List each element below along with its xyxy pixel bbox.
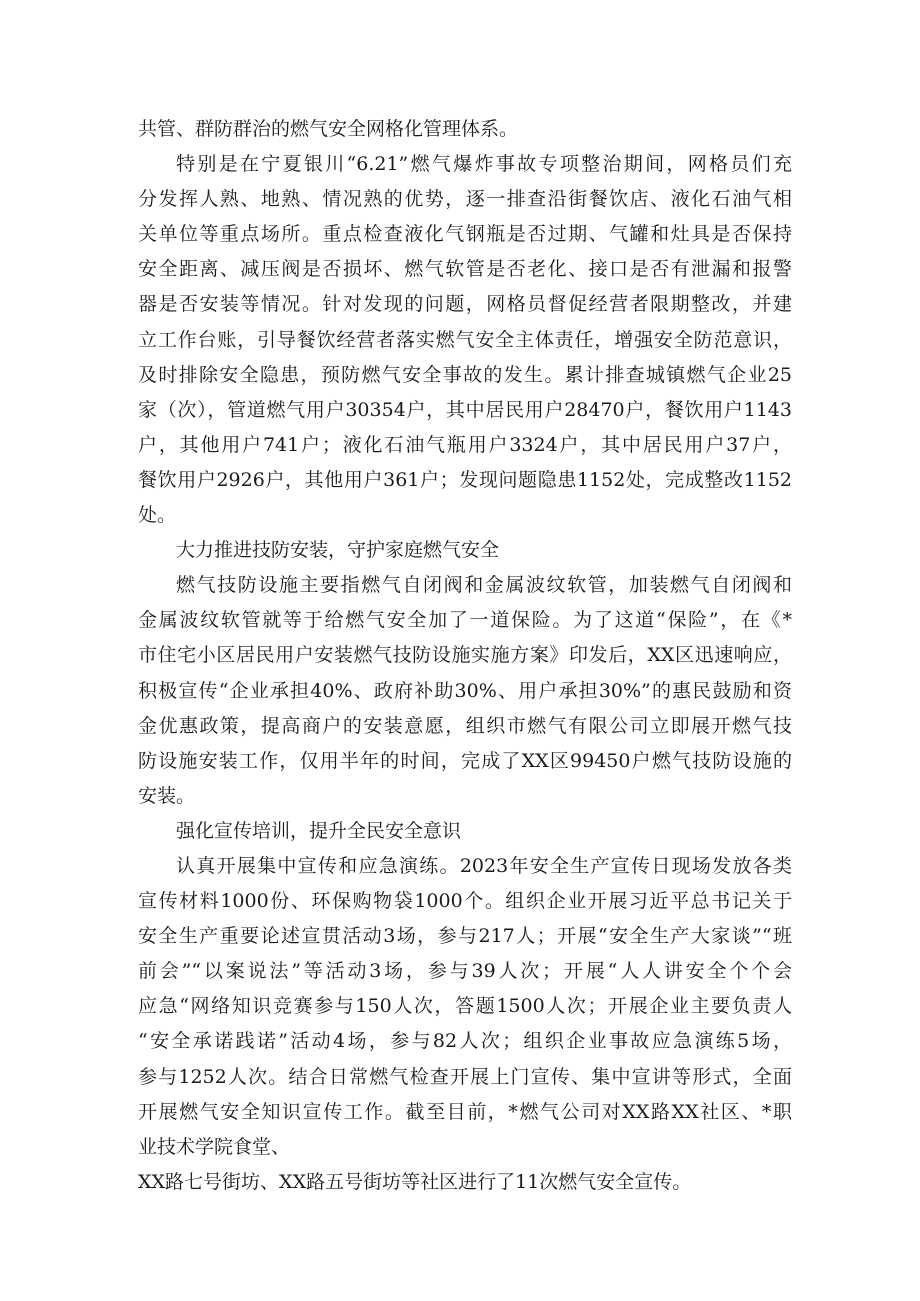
paragraph-line: 餐饮用户2926户，其他用户361户；发现问题隐患1152处，完成整改1152 [138,468,792,491]
paragraph-line: 户，其他用户741户；液化石油气瓶用户3324户，其中居民用户37户， [138,433,792,456]
paragraph-line: 业技术学院食堂、 [138,1135,291,1158]
paragraph-line: 关单位等重点场所。重点检查液化气钢瓶是否过期、气罐和灶具是否保持 [138,223,792,246]
section-heading: 强化宣传培训，提升全民安全意识 [176,819,462,842]
paragraph-line: 处。 [138,504,177,527]
paragraph-line: 燃气技防设施主要指燃气自闭阀和金属波纹软管，加装燃气自闭阀和 [176,574,792,597]
paragraph-line: 金属波纹软管就等于给燃气安全加了一道保险。为了这道“保险”，在《* [138,609,792,632]
paragraph-line: 分发挥人熟、地熟、情况熟的优势，逐一排查沿街餐饮店、液化石油气相 [138,188,792,211]
paragraph-line: 积极宣传“企业承担40%、政府补助30%、用户承担30%”的惠民鼓励和资 [138,679,792,702]
paragraph-line: 开展燃气安全知识宣传工作。截至目前，*燃气公司对XX路XX社区、*职 [138,1100,792,1123]
paragraph-line: 安装。 [138,784,196,807]
document-body [138,112,792,1200]
paragraph-line: 及时排除安全隐患，预防燃气安全事故的发生。累计排查城镇燃气企业25 [138,363,792,386]
paragraph-line: XX路七号街坊、XX路五号街坊等社区进行了11次燃气安全宣传。 [138,1170,692,1193]
section-heading: 大力推进技防安装，守护家庭燃气安全 [176,539,500,562]
paragraph-line: 市住宅小区居民用户安装燃气技防设施实施方案》印发后，XX区迅速响应， [138,644,792,667]
paragraph-line: 防设施安装工作，仅用半年的时间，完成了XX区99450户燃气技防设施的 [138,749,792,772]
paragraph-line: 特别是在宁夏银川“6.21”燃气爆炸事故专项整治期间，网格员们充 [176,153,792,176]
paragraph-line: 参与1252人次。结合日常燃气检查开展上门宣传、集中宣讲等形式，全面 [138,1065,792,1088]
paragraph-line: “安全承诺践诺”活动4场，参与82人次；组织企业事故应急演练5场， [138,1030,792,1053]
paragraph-line: 安全生产重要论述宣贯活动3场，参与217人；开展“安全生产大家谈”“班 [138,925,792,948]
paragraph-line: 器是否安装等情况。针对发现的问题，网格员督促经营者限期整改，并建 [138,293,792,316]
paragraph-line: 宣传材料1000份、环保购物袋1000个。组织企业开展习近平总书记关于 [138,890,792,913]
paragraph-line: 立工作台账，引导餐饮经营者落实燃气安全主体责任，增强安全防范意识， [138,328,792,351]
paragraph-line: 前会”“以案说法”等活动3场，参与39人次；开展“人人讲安全个个会 [138,960,792,983]
paragraph-line: 家（次），管道燃气用户30354户，其中居民用户28470户，餐饮用户1143 [138,398,792,421]
paragraph-line: 应急“网络知识竞赛参与150人次，答题1500人次；开展企业主要负责人 [138,995,792,1018]
paragraph-line: 安全距离、减压阀是否损坏、燃气软管是否老化、接口是否有泄漏和报警 [138,258,792,281]
paragraph-line: 认真开展集中宣传和应急演练。2023年安全生产宣传日现场发放各类 [176,854,792,877]
paragraph-line: 共管、群防群治的燃气安全网格化管理体系。 [138,118,519,140]
paragraph-line: 金优惠政策，提高商户的安装意愿，组织市燃气有限公司立即展开燃气技 [138,714,792,737]
